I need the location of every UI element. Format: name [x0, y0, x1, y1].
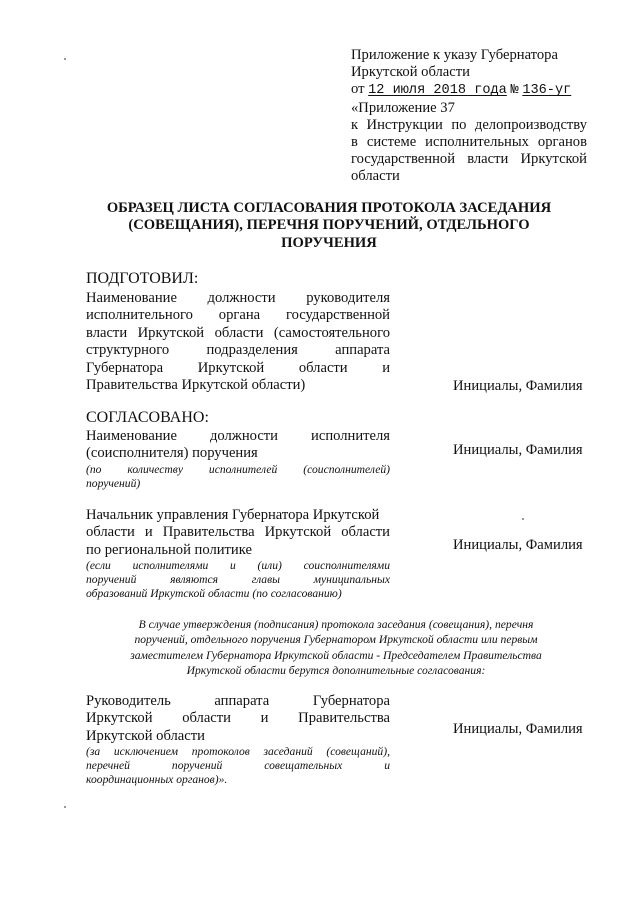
header-line-5: к Инструкции по делопроизводству	[351, 116, 587, 133]
header-line-1: Приложение к указу Губернатора	[351, 47, 558, 63]
center-note-line-2: поручений, отдельного поручения Губернатором Иркутской области или первым	[134, 633, 538, 647]
prepared-position	[86, 290, 390, 394]
apparatus-note	[86, 745, 390, 787]
header-line-2: Иркутской области	[351, 64, 470, 81]
prepared-line-5: Губернатора Иркутской области и	[86, 359, 390, 376]
department-note-line-3: образований Иркутской области (по согласованию)	[86, 587, 342, 601]
scan-speck	[64, 58, 66, 60]
prepared-line-6: Правительства Иркутской области)	[86, 377, 306, 394]
agreed-label: СОГЛАСОВАНО:	[86, 409, 209, 426]
header-date-line	[351, 81, 587, 99]
department-note-line-1: (если исполнителями и (или) соисполнителями	[86, 559, 390, 573]
department-note	[86, 559, 390, 601]
executor-line-2: (соисполнителя) поручения	[86, 445, 258, 462]
header-line-8: области	[351, 168, 400, 185]
executor-signature: Инициалы, Фамилия	[453, 442, 583, 458]
scan-speck	[522, 518, 524, 520]
department-line-1: Начальник управления Губернатора Иркутской	[86, 507, 380, 523]
prepared-label: ПОДГОТОВИЛ:	[86, 270, 199, 287]
title-line-1: ОБРАЗЕЦ ЛИСТА СОГЛАСОВАНИЯ ПРОТОКОЛА ЗАСЕДАНИЯ	[106, 200, 552, 216]
executor-note	[86, 463, 390, 491]
header-line-4: «Приложение 37	[351, 99, 455, 116]
apparatus-note-line-1: (за исключением протоколов заседаний (совещаний),	[86, 745, 390, 759]
center-note-line-1: В случае утверждения (подписания) протокола заседания (совещания), перечня	[138, 618, 534, 631]
appendix-header	[351, 47, 587, 186]
prepared-line-3: власти Иркутской области (самостоятельного	[86, 324, 390, 341]
apparatus-signature: Инициалы, Фамилия	[453, 721, 583, 737]
department-note-line-2: поручений являются главы муниципальных	[86, 573, 390, 587]
scan-speck	[64, 806, 66, 808]
apparatus-head-position	[86, 693, 390, 787]
title-line-3: ПОРУЧЕНИЯ	[281, 234, 377, 251]
number-sign: №	[510, 83, 519, 99]
prepared-line-1: Наименование должности руководителя	[86, 290, 390, 306]
prepared-line-4: структурного подразделения аппарата	[86, 342, 390, 359]
header-line-7: государственной власти Иркутской	[351, 151, 587, 168]
center-note-line-3: заместителем Губернатора Иркутской области - Председателем Правительства	[130, 648, 542, 662]
header-line-6: в системе исполнительных органов	[351, 134, 587, 151]
head-of-department-position	[86, 507, 390, 601]
apparatus-note-line-3: координационных органов)».	[86, 773, 228, 787]
decree-date: 12 июля 2018 года	[368, 83, 507, 99]
apparatus-line-3: Иркутской области	[86, 727, 205, 744]
apparatus-line-1: Руководитель аппарата Губернатора	[86, 693, 390, 709]
title-line-2: (СОВЕЩАНИЯ), ПЕРЕЧНЯ ПОРУЧЕНИЙ, ОТДЕЛЬНОГО	[128, 217, 530, 234]
executor-note-line-2: поручений)	[86, 476, 141, 490]
department-line-2: области и Правительства Иркутской области	[86, 524, 390, 541]
prepared-line-2: исполнительного органа государственной	[86, 307, 390, 324]
decree-number: 136-уг	[522, 83, 572, 99]
executor-line-1: Наименование должности исполнителя	[86, 428, 390, 444]
additional-approvals-note	[86, 617, 586, 679]
center-note-line-4: Иркутской области берутся дополнительные согласования:	[186, 664, 486, 678]
date-prefix: от	[351, 81, 365, 98]
department-line-3: по региональной политике	[86, 541, 252, 558]
executor-position	[86, 428, 390, 491]
executor-note-line-1: (по количеству исполнителей (соисполнителей)	[86, 462, 390, 476]
document-title	[75, 200, 583, 252]
department-signature: Инициалы, Фамилия	[453, 537, 583, 553]
apparatus-line-2: Иркутской области и Правительства	[86, 710, 390, 727]
apparatus-note-line-2: перечней поручений совещательных и	[86, 759, 390, 773]
prepared-signature: Инициалы, Фамилия	[453, 378, 583, 394]
